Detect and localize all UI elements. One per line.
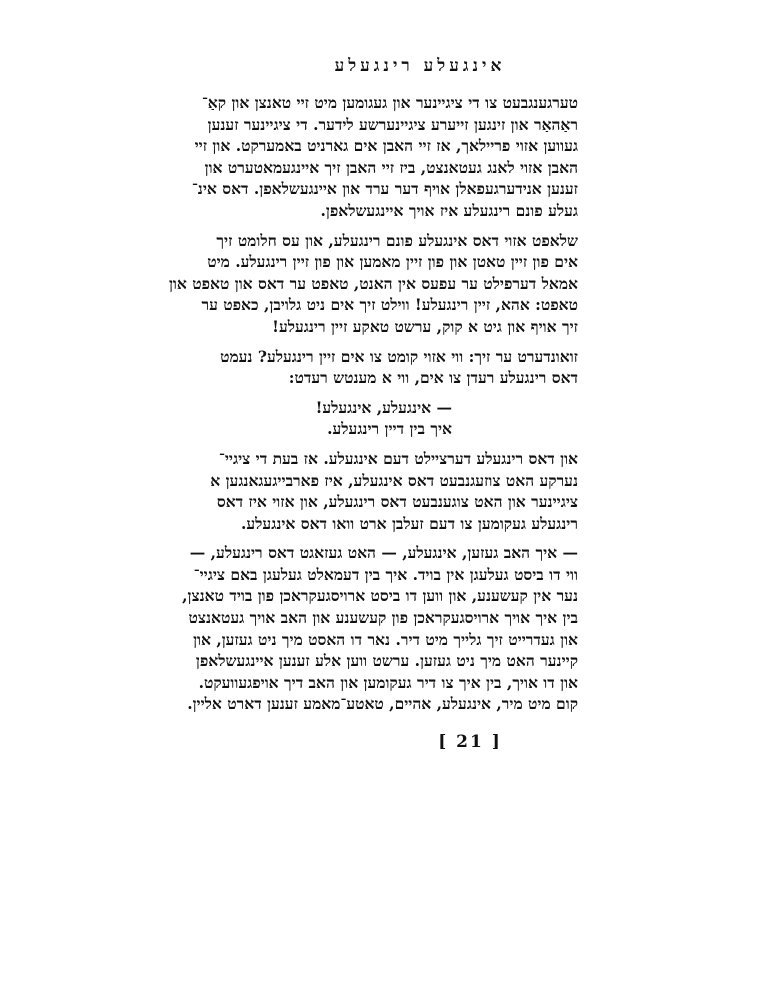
text-line: — איך האב געזען, אינגעלע, — האט געזאגט דאס רינגעלע, — <box>189 543 578 563</box>
text-line: נער אין קעשענע, און ווען דו ביסט ארויסגעקראכן פון בויד טאנצן, <box>182 586 578 606</box>
text-line: טערגענגבעט צו די ציגיינער און געגומען מיט זיי טאנצן און קאַ־ <box>201 93 578 112</box>
text-line: טאפט: אהא, זיין רינגעלע! ווילט זיך אים ניט גלויבן, כאפט ער <box>201 295 578 315</box>
text-line: שלאפט אזוי דאס אינגעלע פונם רינגעלע, און עס חלומט זיך <box>216 230 578 250</box>
body-text <box>168 92 592 723</box>
text-line: געווען אזוי פריילאך, אז זיי האבן אים גארניט באמערקט. און זיי <box>194 136 578 156</box>
text-line: זיך אויף און גיט א קוק, ערשט טאקע זיין רינגעלע! <box>272 316 578 336</box>
text-line: זואונדערט ער זיך: ווי אזוי קומט צו אים זיין רינגעלע? נעמט <box>220 346 578 366</box>
text-line: אמאל דערפילט ער עפעס אין האנט, טאפט ער דאס און טאפט און <box>168 273 578 293</box>
text-line: אים פון זיין טאטן און פון זיין מאמען און פון זיין רינגעלע. מיט <box>207 252 578 272</box>
text-line: קום מיט מיר, אינגעלע, אהיים, טאטע־מאמע זענען דארט אליין. <box>187 694 578 714</box>
text-line: בין איך אויך ארויסגעקראכן פון קעשענע און האב אויך געטאנצט <box>188 608 578 628</box>
text-line: געלע פונם רינגעלע איז אויך איינגעשלאפן. <box>320 200 578 220</box>
text-line: ראַהאַר און זינגען זייערע ציגיינערשע לידער. די ציגיינער זענען <box>207 114 578 134</box>
paragraph <box>182 542 592 715</box>
text-line: זענען אנידערגעפאלן אויף דער ערד און איינגעשלאפן. דאס אינ־ <box>191 179 578 199</box>
text-line: און דו אויך, בין איך צו דיר געקומען און האב דיך אויפגעוועקט. <box>198 672 578 692</box>
text-line: קיינער האט מיך ניט געזען. ערשט ווען אלע זענען איינגעשלאפן <box>195 651 578 671</box>
page-number: [ 21 ] <box>438 732 502 752</box>
text-line: רינגעלע געקומען צו דעם זעלבן ארט וואו דאס אינגעלע. <box>241 513 578 533</box>
text-line: דאס רינגעלע רעדן צו אים, ווי א מענטש רעדט: <box>288 368 578 388</box>
paragraph <box>210 448 592 534</box>
paragraph <box>220 346 592 389</box>
text-line: און געדרייט זיך גלייך מיט דיר. נאר דו האסט מיך ניט געזען, און <box>193 629 578 649</box>
paragraph <box>191 92 592 222</box>
running-head: אינגעלע רינגעלע <box>334 56 506 76</box>
paragraph <box>168 230 592 338</box>
text-line: ווי דו ביסט געלעגן אין בויד. איך בין דעמאלט געלעגן באם ציגיי־ <box>193 564 578 584</box>
verse-line: איך בין דיין רינגעלע. <box>327 419 452 439</box>
verse-line: — אינגעלע, אינגעלע! <box>315 397 452 417</box>
text-line: ציגיינער און האט צוגענבעט דאס רינגעלע, און אזוי איז דאס <box>216 492 578 512</box>
text-line: נערקע האט צוזעגנבעט דאס אינגעלע, איז פארבייגעגאנגען א <box>210 470 578 490</box>
text-line: און דאס רינגעלע דערציילט דעם אינגעלע. אז בעת די ציגיי־ <box>218 448 578 468</box>
verse <box>262 397 592 440</box>
text-line: האבן אזוי לאנג געטאנצט, ביז זיי האבן זיך איינגעמאטערט און <box>204 157 578 177</box>
